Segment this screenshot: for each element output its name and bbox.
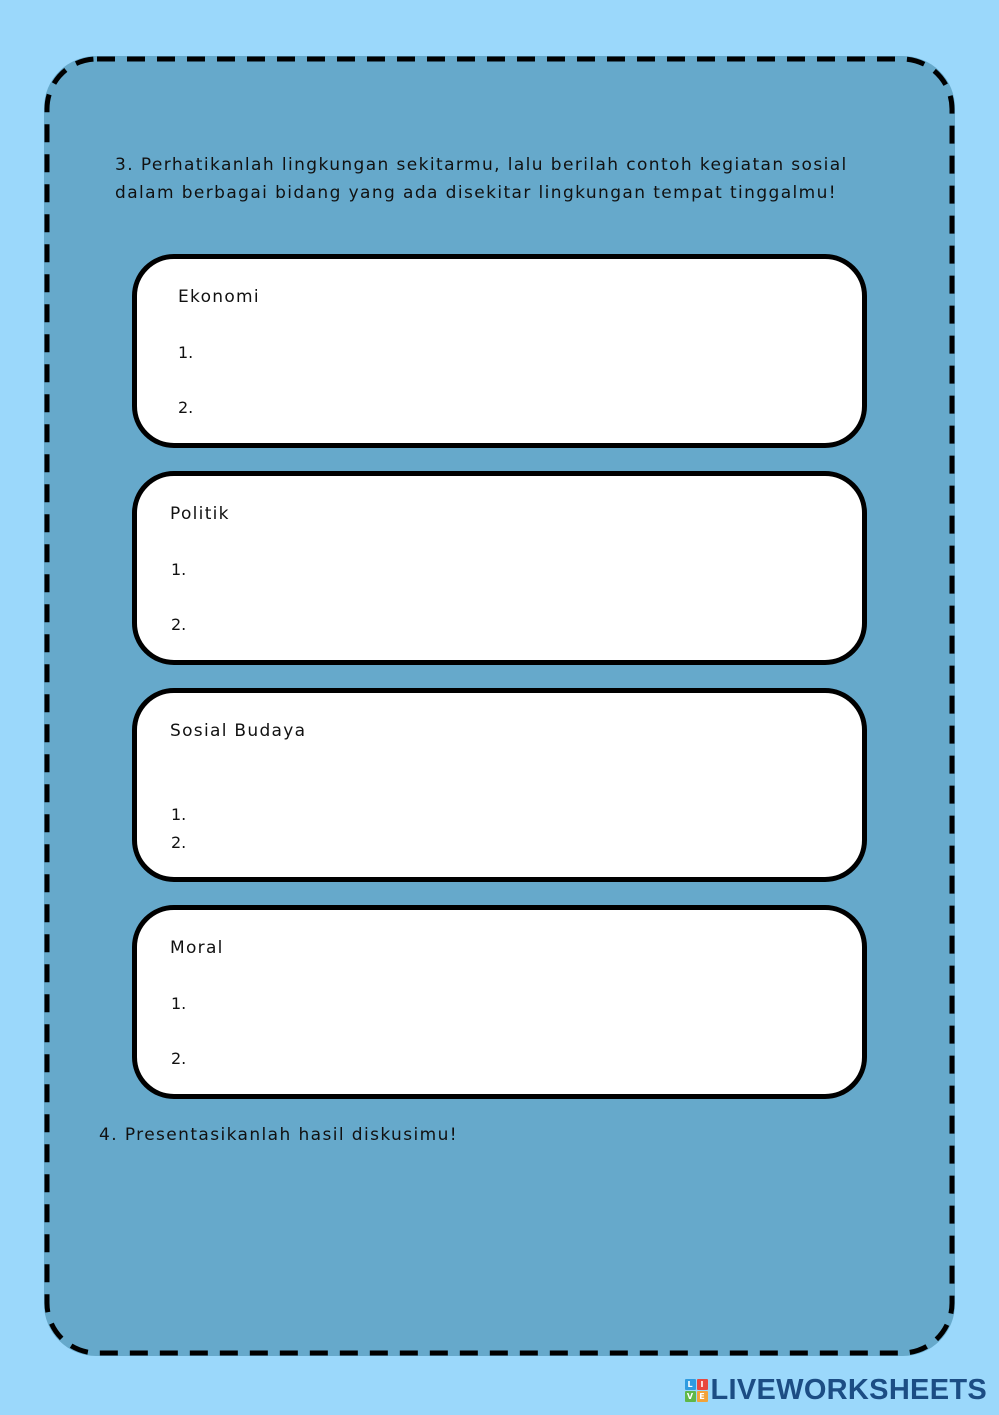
card-moral [132,905,867,1099]
logo-tile: L [685,1379,696,1390]
brand-name: LIVEWORKSHEETS [710,1374,987,1406]
logo-tile: E [697,1391,708,1402]
list-item-number: 2. [178,398,194,417]
answer-field-ekonomi-1[interactable] [207,341,731,365]
list-item-number: 1. [171,994,187,1013]
liveworksheets-brand[interactable] [685,1374,988,1407]
question-4: 4. Presentasikanlah hasil diskusimu! [99,1125,458,1145]
list-item-number: 1. [171,805,187,824]
card-ekonomi [132,254,867,448]
logo-tile: V [685,1391,696,1402]
card-politik [132,471,867,665]
card-title: Politik [170,504,230,524]
question-3: 3. Perhatikanlah lingkungan sekitarmu, lalu berilah contoh kegiatan sosial dalam berbagai bidang yang ada disekitar lingkungan tempat tinggalmu! [115,155,848,203]
answer-field-politik-2[interactable] [199,613,723,637]
list-item-number: 2. [171,1049,187,1068]
card-title: Moral [170,938,224,958]
logo-tile: I [697,1379,708,1390]
list-item-number: 2. [171,833,187,852]
card-title: Sosial Budaya [170,721,307,741]
list-item-number: 2. [171,615,187,634]
card-title: Ekonomi [178,287,260,307]
answer-field-sosial-budaya-2[interactable] [199,831,723,855]
answer-field-politik-1[interactable] [199,558,723,582]
answer-field-moral-2[interactable] [199,1047,723,1071]
list-item-number: 1. [178,343,194,362]
answer-field-moral-1[interactable] [199,992,723,1016]
card-sosial-budaya [132,688,867,882]
list-item-number: 1. [171,560,187,579]
answer-field-ekonomi-2[interactable] [207,396,731,420]
liveworksheets-logo-icon [685,1379,708,1402]
answer-field-sosial-budaya-1[interactable] [199,803,723,827]
